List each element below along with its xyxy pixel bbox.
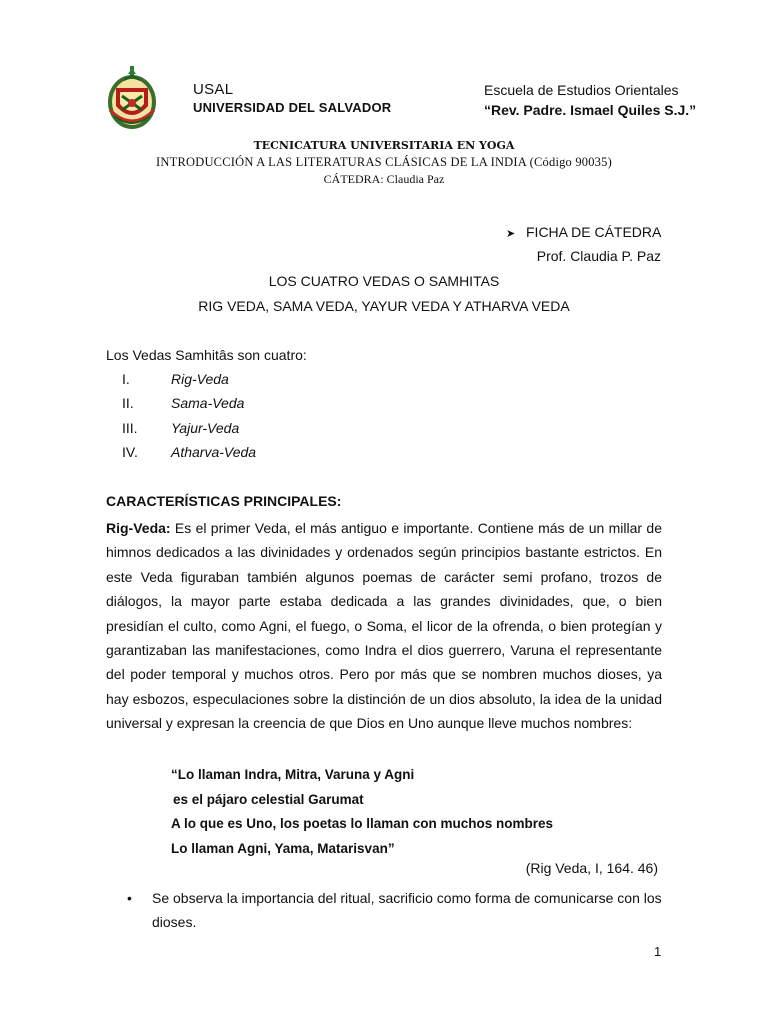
quote-line: es el pájaro celestial Garumat <box>173 791 364 807</box>
chair-title: CÁTEDRA: Claudia Paz <box>323 172 445 186</box>
document-subtitle: RIG VEDA, SAMA VEDA, YAYUR VEDA Y ATHARVA VEDA <box>198 298 570 314</box>
list-number: I. <box>122 371 130 387</box>
school-subtitle: “Rev. Padre. Ismael Quiles S.J.” <box>484 102 697 118</box>
bullet-item <box>127 886 662 935</box>
rig-veda-label: Rig-Veda: <box>106 520 171 536</box>
university-name: UNIVERSIDAD DEL SALVADOR <box>193 100 392 115</box>
veda-name: Rig-Veda <box>171 371 229 387</box>
list-number: II. <box>122 395 134 412</box>
veda-name: Atharva-Veda <box>171 443 257 460</box>
veda-name: Sama-Veda <box>171 395 245 412</box>
professor-name: Prof. Claudia P. Paz <box>536 248 661 264</box>
university-short-name: USAL <box>193 81 234 98</box>
bullet-text: Se observa la importancia del ritual, sacrificio como forma de comunicarse con los dioses. <box>152 890 662 931</box>
list-item <box>122 371 256 395</box>
ficha-heading <box>506 224 661 240</box>
quote-line: A lo que es Uno, los poetas lo llaman con muchos nombres <box>171 816 554 831</box>
quote-line: “Lo llaman Indra, Mitra, Varuna y Agni <box>171 767 415 782</box>
school-name: Escuela de Estudios Orientales <box>484 82 679 98</box>
list-item <box>122 395 256 419</box>
document-title: LOS CUATRO VEDAS O SAMHITAS <box>268 273 500 289</box>
page-number: 1 <box>654 944 662 959</box>
list-number: III. <box>122 419 138 436</box>
hymn-quote <box>171 763 553 861</box>
ficha-label: FICHA DE CÁTEDRA <box>526 224 662 240</box>
section-heading: CARACTERÍSTICAS PRINCIPALES: <box>106 493 342 509</box>
list-item <box>122 420 256 444</box>
list-number: IV. <box>122 443 138 460</box>
quote-line: Lo llaman Agni, Yama, Matarisvan” <box>171 840 395 856</box>
list-item <box>122 444 256 468</box>
vedas-list <box>122 371 256 468</box>
intro-text: Los Vedas Samhitâs son cuatro: <box>106 347 307 363</box>
rig-veda-text: Es el primer Veda, el más antiguo e importante. Contiene más de un millar de himnos dedicados a las divinidades y ordenados según principios bastante estrictos. En este Veda figuraban también algunos poemas de carácter semi profano, trozos de diálogos, la mayor parte estaba dedicada a las grandes divinidades, que, o bien presidían el culto, como Agni, el fuego, o Soma, el licor de la ofrenda, o bien protegían y garantizaban las manifestaciones, como Indra el dios guerrero, Varuna el representante del poder temporal y muchos otros. Pero por más que se nombren muchos dioses, ya hay esbozos, especulaciones sobre la distinción de un dios absoluto, la idea de la unidad universal y expresan la creencia de que Dios en Uno aunque lleve muchos nombres: <box>106 520 662 732</box>
subject-title: INTRODUCCIÓN A LAS LITERATURAS CLÁSICAS DE LA INDIA (Código 90035) <box>156 155 612 169</box>
veda-name: Yajur-Veda <box>171 419 240 436</box>
program-title: TECNICATURA UNIVERSITARIA EN YOGA <box>253 139 515 152</box>
arrow-bullet-icon: ➤ <box>506 228 516 240</box>
bullet-icon: • <box>127 890 132 906</box>
rig-veda-paragraph <box>106 516 662 736</box>
university-crest <box>106 66 158 132</box>
quote-citation: (Rig Veda, I, 164. 46) <box>525 860 658 876</box>
